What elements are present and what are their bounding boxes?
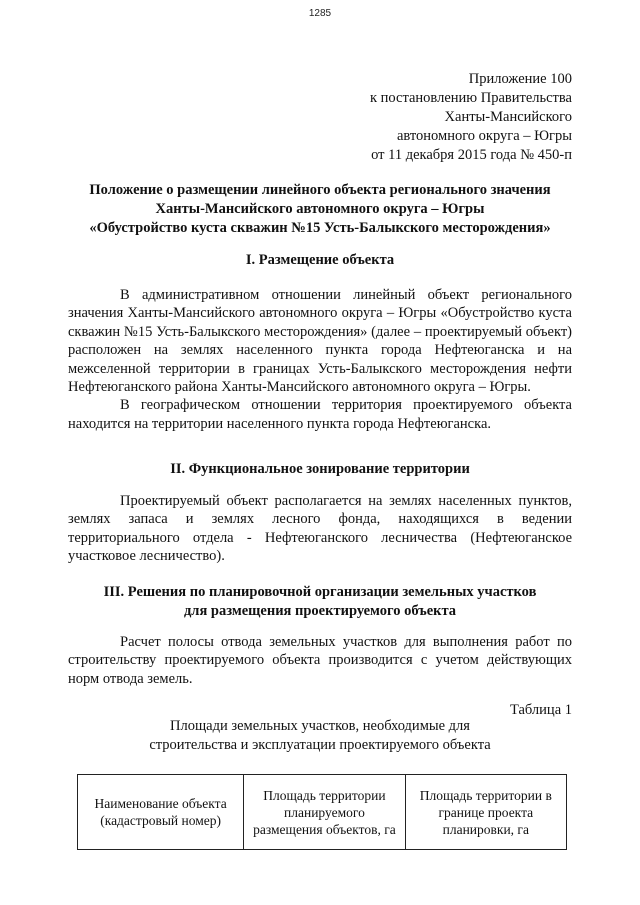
heading-line: III. Решения по планировочной организации земельных участков: [103, 584, 537, 600]
section-1-body: [68, 286, 572, 433]
document-title: [68, 181, 572, 238]
section-2-body: [68, 492, 572, 566]
page-number: 1285: [308, 8, 332, 19]
title-line: Ханты-Мансийского автономного округа – Югры: [155, 201, 485, 217]
section-1-heading: I. Размещение объекта: [245, 252, 395, 268]
appendix-line: к постановлению Правительства: [370, 90, 572, 106]
section-2-heading: II. Функциональное зонирование территории: [170, 461, 470, 477]
table-header-cell: Площадь территории в границе проекта планировки, га: [405, 775, 566, 850]
table-header-cell: Площадь территории планируемого размещения объектов, га: [244, 775, 405, 850]
section-3-heading: [68, 583, 572, 621]
title-line: Положение о размещении линейного объекта регионального значения: [89, 182, 551, 198]
paragraph: В административном отношении линейный объект регионального значения Ханты-Мансийского автономного округа – Югры «Обустройство куста скважин №15 Усть-Балыкского месторождения» (далее – проектируемый объект) расположен на землях населенного пункта города Нефтеюганска и на межселенной территории в границах Усть-Балыкского месторождения нефти Нефтеюганского района Ханты-Мансийского автономного округа – Югры.: [68, 287, 572, 396]
title-line: «Обустройство куста скважин №15 Усть-Балыкского месторождения»: [89, 220, 551, 236]
table-header-cell: Наименование объекта (кадастровый номер): [78, 775, 244, 850]
appendix-line: автономного округа – Югры: [396, 128, 572, 144]
table-caption: [68, 717, 572, 755]
table-label: Таблица 1: [509, 702, 572, 718]
caption-line: Площади земельных участков, необходимые для: [170, 718, 470, 734]
section-3-body: [68, 633, 572, 688]
appendix-line: Ханты-Мансийского: [444, 109, 572, 125]
paragraph: В географическом отношении территория проектируемого объекта находится на территории населенного пункта города Нефтеюганска.: [68, 397, 572, 432]
appendix-line: от 11 декабря 2015 года № 450-п: [371, 147, 572, 163]
table-header-row: [78, 775, 567, 850]
land-area-table: [77, 774, 567, 850]
paragraph: Расчет полосы отвода земельных участков для выполнения работ по строительству проектируемого объекта производится с учетом действующих норм отвода земель.: [68, 634, 572, 687]
paragraph: Проектируемый объект располагается на землях населенных пунктов, землях запаса и землях лесного фонда, находящихся в ведении территориального отдела - Нефтеюганского лесничества (Нефтеюганское участковое лесничество).: [68, 493, 572, 565]
heading-line: для размещения проектируемого объекта: [183, 603, 457, 619]
appendix-block: [312, 70, 572, 165]
appendix-line: Приложение 100: [468, 71, 572, 87]
caption-line: строительства и эксплуатации проектируемого объекта: [149, 737, 491, 753]
